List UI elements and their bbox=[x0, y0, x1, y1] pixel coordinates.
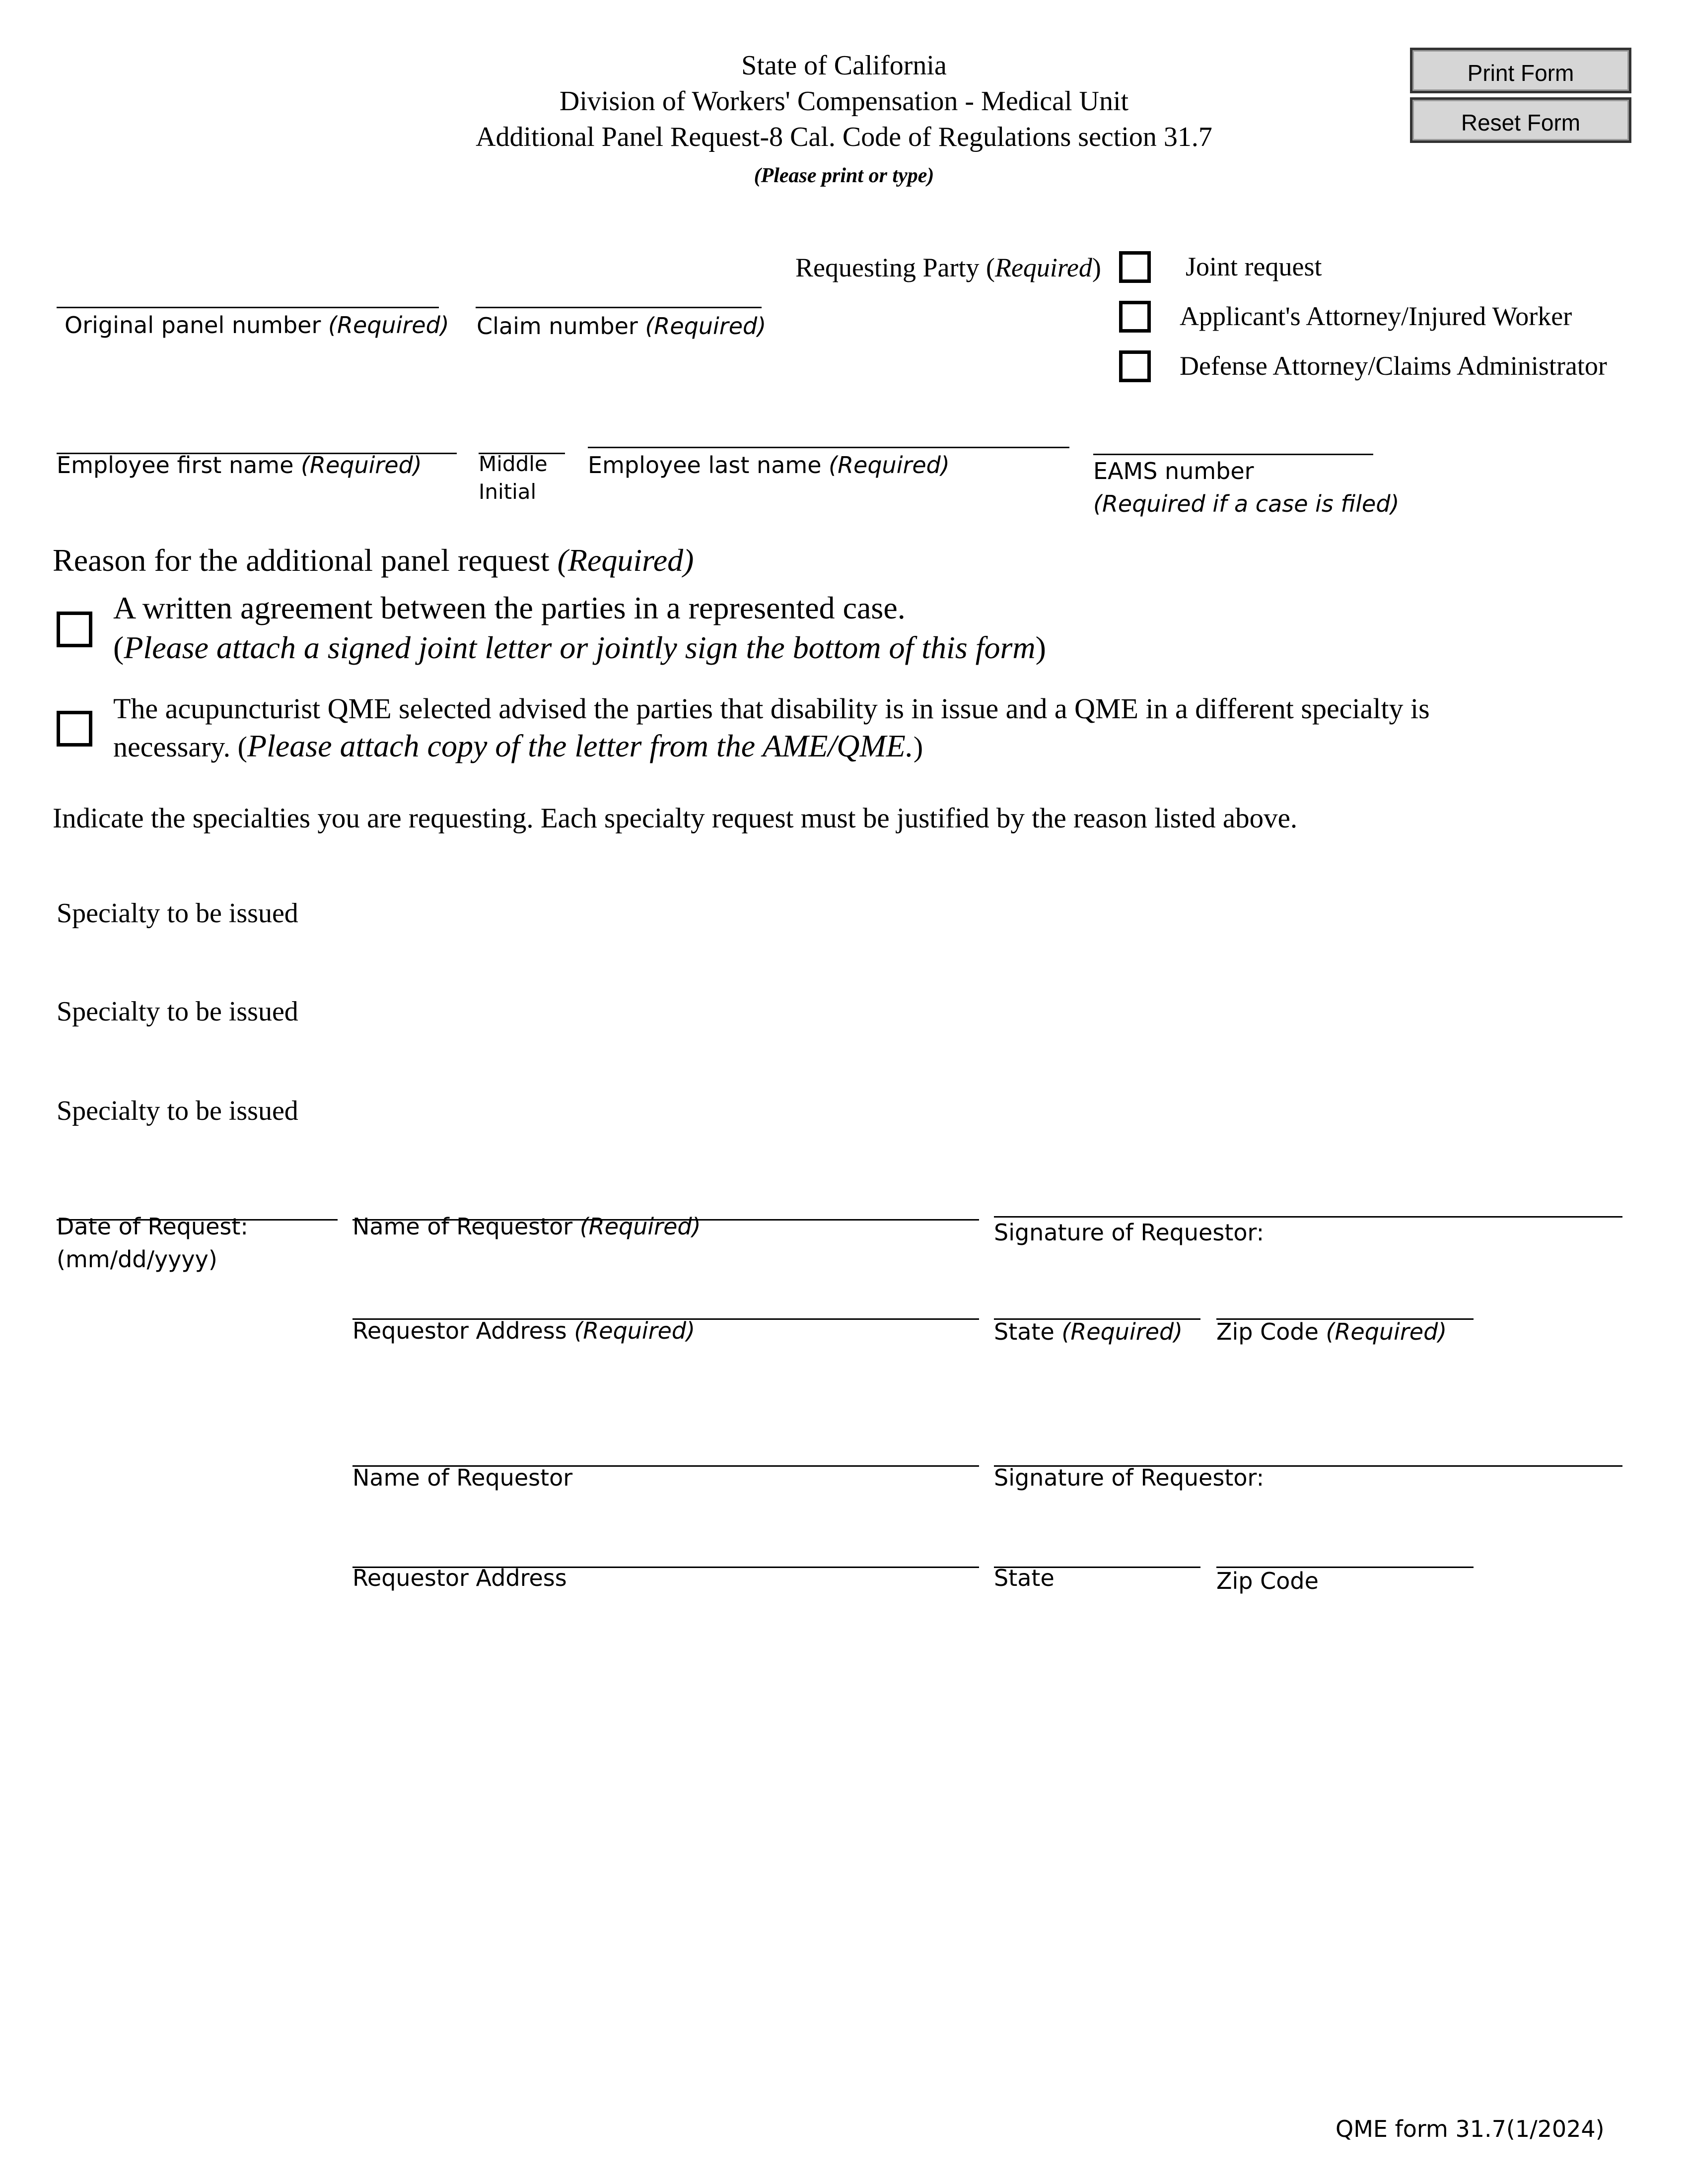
date-format-label: (mm/dd/yyyy) bbox=[57, 1246, 217, 1273]
reset-form-button[interactable]: Reset Form bbox=[1410, 97, 1631, 143]
defense-attorney-label: Defense Attorney/Claims Administrator bbox=[1180, 351, 1607, 381]
applicant-attorney-checkbox[interactable] bbox=[1119, 301, 1151, 333]
requestor-address-label: Requestor Address (Required) bbox=[352, 1317, 696, 1344]
header-division: Division of Workers' Compensation - Medical Unit bbox=[559, 86, 1129, 117]
requestor2-zip-label: Zip Code bbox=[1216, 1568, 1319, 1594]
last-name-label: Employee last name (Required) bbox=[588, 452, 950, 478]
requestor2-signature-label: Signature of Requestor: bbox=[994, 1464, 1265, 1491]
requestor-signature-label: Signature of Requestor: bbox=[994, 1219, 1265, 1246]
reason-agreement-checkbox[interactable] bbox=[57, 612, 92, 647]
joint-request-label: Joint request bbox=[1186, 252, 1322, 281]
specialty-label-2: Specialty to be issued bbox=[57, 996, 298, 1027]
form-footer: QME form 31.7(1/2024) bbox=[1336, 2116, 1605, 2142]
specialty-label-3: Specialty to be issued bbox=[57, 1095, 298, 1126]
reason-acupuncturist-note: necessary. (Please attach copy of the letter from the AME/QME.) bbox=[113, 728, 923, 763]
requestor2-address-label: Requestor Address bbox=[352, 1565, 567, 1591]
first-name-label: Employee first name (Required) bbox=[57, 452, 422, 478]
reason-agreement-note: (Please attach a signed joint letter or jointly sign the bottom of this form) bbox=[113, 630, 1046, 665]
requestor2-state-label: State bbox=[994, 1565, 1055, 1591]
requestor-state-label: State (Required) bbox=[994, 1318, 1183, 1345]
requestor-zip-label: Zip Code (Required) bbox=[1216, 1318, 1447, 1345]
applicant-attorney-label: Applicant's Attorney/Injured Worker bbox=[1180, 301, 1572, 331]
date-of-request-label: Date of Request: bbox=[57, 1213, 248, 1240]
specialty-label-1: Specialty to be issued bbox=[57, 898, 298, 929]
eams-number-input[interactable] bbox=[1093, 454, 1373, 455]
specialties-instruction: Indicate the specialties you are requesting. Each specialty request must be justified by the reason listed above. bbox=[53, 803, 1298, 834]
requestor-signature-input[interactable] bbox=[994, 1216, 1622, 1218]
middle-initial-label-2: Initial bbox=[479, 479, 537, 504]
requestor-name-label: Name of Requestor (Required) bbox=[352, 1213, 701, 1240]
last-name-input[interactable] bbox=[588, 447, 1069, 448]
print-form-button[interactable]: Print Form bbox=[1410, 48, 1631, 93]
reason-agreement-text: A written agreement between the parties in a represented case. bbox=[113, 590, 906, 625]
eams-number-label: EAMS number bbox=[1093, 458, 1254, 484]
reason-acupuncturist-checkbox[interactable] bbox=[57, 711, 92, 747]
requestor2-name-label: Name of Requestor bbox=[352, 1464, 573, 1491]
defense-attorney-checkbox[interactable] bbox=[1119, 350, 1151, 382]
joint-request-checkbox[interactable] bbox=[1119, 251, 1151, 283]
requesting-party-label: Requesting Party (Required) bbox=[795, 253, 1101, 282]
claim-number-label: Claim number (Required) bbox=[477, 313, 767, 340]
eams-required-note: (Required if a case is filed) bbox=[1093, 490, 1400, 517]
header-state: State of California bbox=[741, 50, 947, 81]
header-form-title: Additional Panel Request-8 Cal. Code of Regulations section 31.7 bbox=[476, 122, 1212, 152]
original-panel-input[interactable] bbox=[57, 307, 439, 308]
reason-title: Reason for the additional panel request (Required) bbox=[53, 543, 694, 578]
header-print-note: (Please print or type) bbox=[754, 164, 934, 187]
reason-acupuncturist-text: The acupuncturist QME selected advised the parties that disability is in issue and a QME in a different specialty is bbox=[113, 692, 1430, 725]
original-panel-label: Original panel number (Required) bbox=[65, 312, 449, 339]
middle-initial-label: Middle bbox=[479, 452, 548, 476]
claim-number-input[interactable] bbox=[476, 307, 762, 308]
